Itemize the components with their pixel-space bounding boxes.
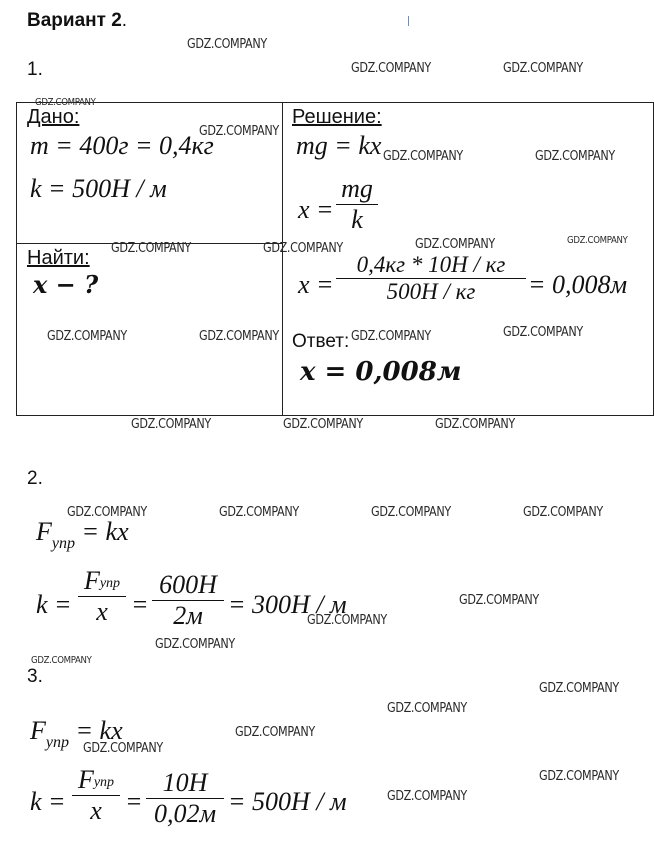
problem-2-result: = 300Н / м — [228, 590, 347, 619]
watermark: GDZ.COMPANY — [383, 149, 463, 164]
watermark: GDZ.COMPANY — [31, 655, 92, 666]
problem-3-eq1: $F_{упр}$ = kx — [30, 716, 123, 751]
watermark: GDZ.COMPANY — [263, 241, 343, 256]
fraction-numerator: 0,4кг * 10Н / кг — [356, 252, 506, 277]
watermark: GDZ.COMPANY — [503, 61, 583, 76]
problem-3-number: 3. — [27, 666, 43, 687]
problem-3-value-fraction — [146, 768, 224, 829]
answer-value: x = 0,008м — [300, 357, 462, 387]
solution-eq3-rhs: = 0,008м — [528, 270, 628, 299]
problem-3-result: = 500Н / м — [228, 787, 347, 816]
watermark: GDZ.COMPANY — [307, 613, 387, 628]
problem-2-force-fraction — [78, 566, 126, 627]
table-divider — [282, 102, 283, 416]
watermark: GDZ.COMPANY — [351, 61, 431, 76]
given-mass: m = 400г = 0,4кг — [30, 131, 214, 160]
watermark: GDZ.COMPANY — [523, 505, 603, 520]
watermark: GDZ.COMPANY — [459, 593, 539, 608]
find-label: Найти: — [27, 247, 90, 269]
problem-2-equals: = — [131, 590, 149, 619]
watermark: GDZ.COMPANY — [371, 505, 451, 520]
watermark: GDZ.COMPANY — [187, 37, 267, 52]
watermark: GDZ.COMPANY — [415, 237, 495, 252]
answer-label: Ответ: — [292, 331, 350, 352]
watermark: GDZ.COMPANY — [387, 789, 467, 804]
fraction-denominator: 0,02м — [153, 799, 217, 828]
watermark: GDZ.COMPANY — [35, 97, 96, 108]
fraction-numerator: mg — [341, 174, 373, 203]
solution-eq1: mg = kx — [296, 131, 382, 160]
watermark: GDZ.COMPANY — [131, 417, 211, 432]
watermark: GDZ.COMPANY — [535, 149, 615, 164]
watermark: GDZ.COMPANY — [539, 681, 619, 696]
fraction-denominator: x — [90, 796, 102, 825]
problem-2-eq2-lhs: k = — [36, 590, 72, 619]
watermark: GDZ.COMPANY — [567, 235, 628, 246]
problem-2-value-fraction — [152, 570, 224, 631]
fraction-numerator: Fупр — [83, 566, 121, 595]
watermark: GDZ.COMPANY — [503, 325, 583, 340]
watermark: GDZ.COMPANY — [283, 417, 363, 432]
problem-1-number: 1. — [27, 59, 43, 80]
solution-label: Решение: — [292, 106, 382, 128]
solution-eq2-lhs: x = — [298, 195, 334, 224]
watermark: GDZ.COMPANY — [539, 769, 619, 784]
fraction-numerator: 10Н — [162, 768, 208, 797]
fraction-denominator: 2м — [173, 601, 203, 630]
watermark: GDZ.COMPANY — [47, 329, 127, 344]
given-label: Дано: — [27, 106, 80, 128]
watermark: GDZ.COMPANY — [67, 505, 147, 520]
watermark: GDZ.COMPANY — [351, 329, 431, 344]
fraction-denominator: k — [351, 205, 363, 234]
solution-eq2-fraction — [336, 174, 378, 235]
cursor-mark — [408, 16, 409, 26]
problem-2-eq1: $F_{упр}$ = kx — [36, 517, 129, 552]
page-title: Вариант 2. — [27, 10, 128, 31]
fraction-denominator: x — [96, 597, 108, 626]
watermark: GDZ.COMPANY — [199, 124, 279, 139]
find-value: x − ? — [33, 270, 99, 299]
problem-3-equals: = — [125, 787, 143, 816]
problem-3-force-fraction — [72, 765, 120, 826]
watermark: GDZ.COMPANY — [235, 725, 315, 740]
watermark: GDZ.COMPANY — [111, 241, 191, 256]
problem-2-number: 2. — [27, 468, 43, 489]
solution-eq3-fraction — [336, 252, 526, 305]
watermark: GDZ.COMPANY — [219, 505, 299, 520]
watermark: GDZ.COMPANY — [435, 417, 515, 432]
watermark: GDZ.COMPANY — [155, 637, 235, 652]
solution-eq3-lhs: x = — [298, 270, 334, 299]
fraction-denominator: 500Н / кг — [386, 279, 476, 304]
watermark: GDZ.COMPANY — [199, 329, 279, 344]
watermark: GDZ.COMPANY — [83, 741, 163, 756]
fraction-numerator: 600Н — [159, 570, 217, 599]
problem-3-eq2-lhs: k = — [30, 787, 66, 816]
given-k: k = 500Н / м — [30, 174, 167, 203]
fraction-numerator: Fупр — [77, 765, 115, 794]
watermark: GDZ.COMPANY — [387, 701, 467, 716]
